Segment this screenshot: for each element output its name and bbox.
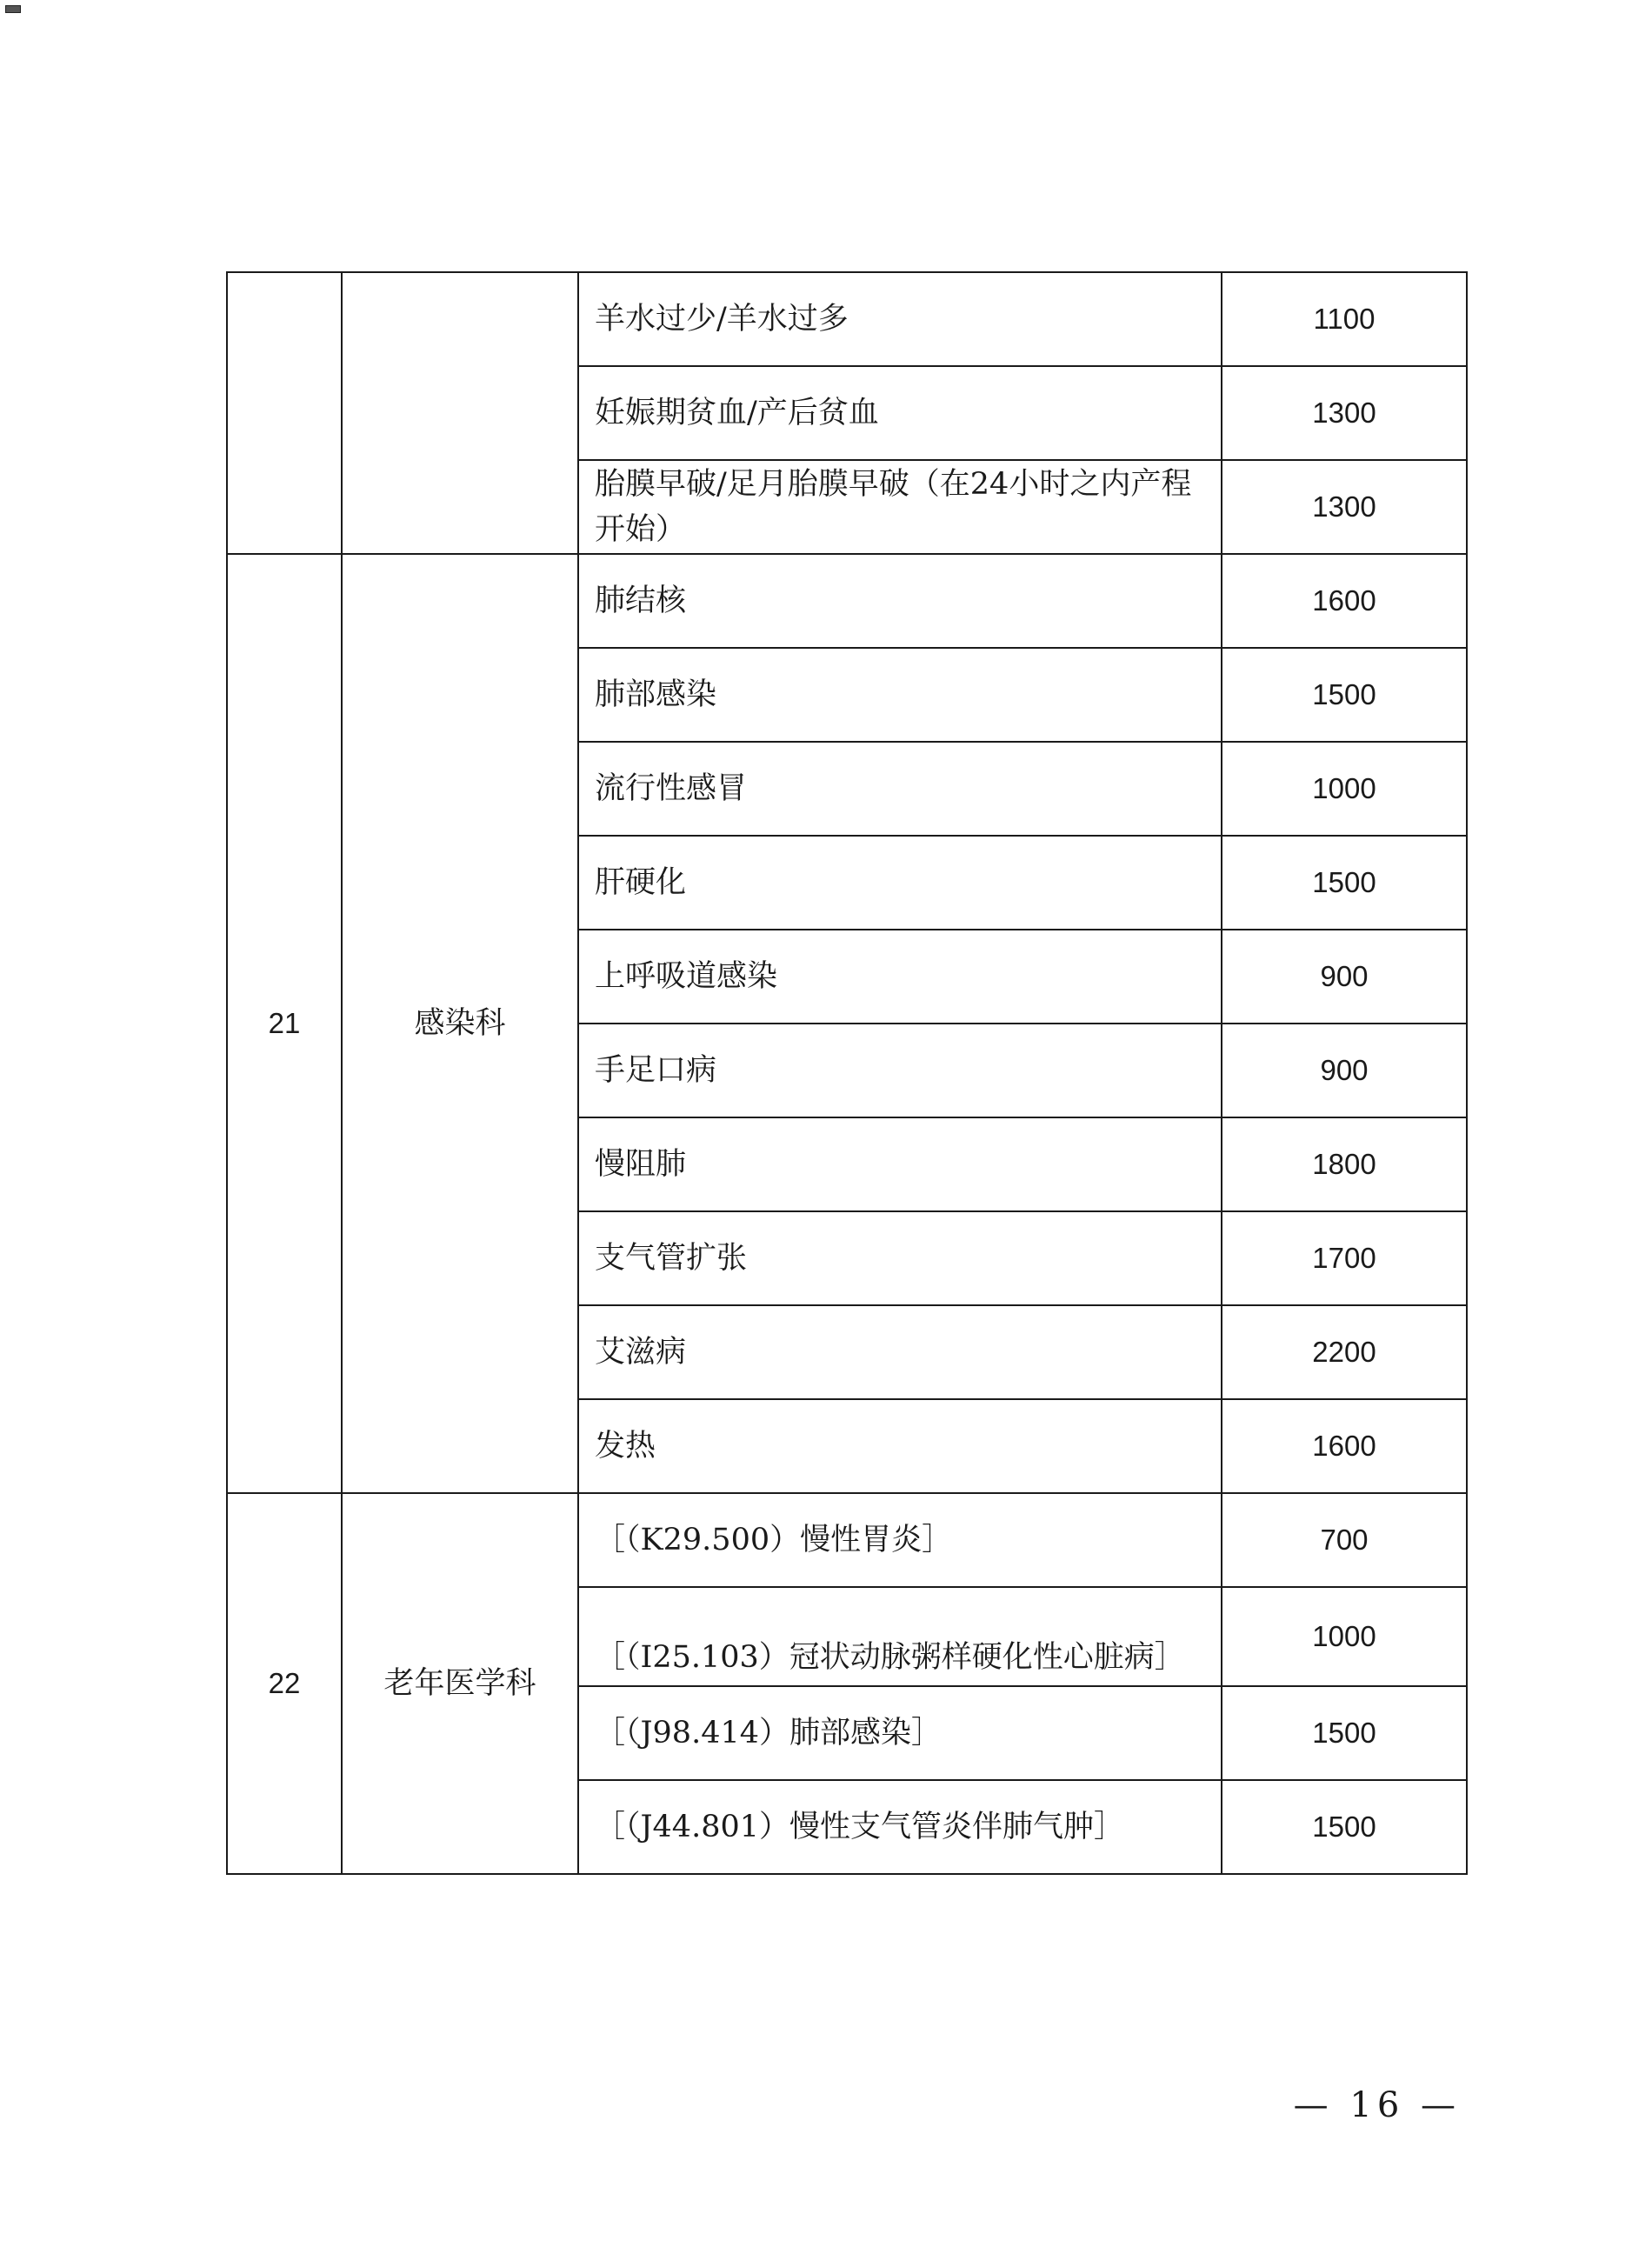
item-name: ［（J98.414）肺部感染］ bbox=[578, 1686, 1222, 1780]
item-fee: 900 bbox=[1222, 1024, 1467, 1117]
item-fee: 1500 bbox=[1222, 1686, 1467, 1780]
item-fee: 1000 bbox=[1222, 742, 1467, 836]
item-name: ［（K29.500）慢性胃炎］ bbox=[578, 1493, 1222, 1587]
department-name: 老年医学科 bbox=[342, 1493, 578, 1874]
table-row bbox=[227, 1493, 1467, 1587]
table-row bbox=[227, 554, 1467, 648]
item-fee: 1500 bbox=[1222, 1780, 1467, 1874]
fee-table bbox=[226, 271, 1468, 1875]
item-name: 胎膜早破/足月胎膜早破（在24小时之内产程开始） bbox=[578, 460, 1222, 554]
scan-corner-mark bbox=[5, 5, 21, 13]
item-fee: 1500 bbox=[1222, 648, 1467, 742]
item-fee: 1600 bbox=[1222, 1399, 1467, 1493]
item-name: 流行性感冒 bbox=[578, 742, 1222, 836]
item-fee: 1600 bbox=[1222, 554, 1467, 648]
department-name: 感染科 bbox=[342, 554, 578, 1493]
group-number: 21 bbox=[227, 554, 342, 1493]
item-name: 妊娠期贫血/产后贫血 bbox=[578, 366, 1222, 460]
page-number: — 16 — bbox=[1293, 2085, 1461, 2125]
item-name: 手足口病 bbox=[578, 1024, 1222, 1117]
group-number: 22 bbox=[227, 1493, 342, 1874]
item-name: 慢阻肺 bbox=[578, 1117, 1222, 1211]
item-name: ［（J44.801）慢性支气管炎伴肺气肿］ bbox=[578, 1780, 1222, 1874]
item-name: 上呼吸道感染 bbox=[578, 930, 1222, 1024]
item-fee: 1800 bbox=[1222, 1117, 1467, 1211]
item-fee: 1500 bbox=[1222, 836, 1467, 930]
item-name: ［（I25.103）冠状动脉粥样硬化性心脏病］ bbox=[578, 1587, 1222, 1686]
item-fee: 1100 bbox=[1222, 272, 1467, 366]
item-name: 肺部感染 bbox=[578, 648, 1222, 742]
item-fee: 1300 bbox=[1222, 366, 1467, 460]
no-cell-empty bbox=[227, 272, 342, 554]
table-row bbox=[227, 272, 1467, 366]
item-name: 羊水过少/羊水过多 bbox=[578, 272, 1222, 366]
item-fee: 1700 bbox=[1222, 1211, 1467, 1305]
item-fee: 700 bbox=[1222, 1493, 1467, 1587]
item-name: 发热 bbox=[578, 1399, 1222, 1493]
dept-cell-empty bbox=[342, 272, 578, 554]
item-name: 肝硬化 bbox=[578, 836, 1222, 930]
item-name: 艾滋病 bbox=[578, 1305, 1222, 1399]
item-name: 支气管扩张 bbox=[578, 1211, 1222, 1305]
item-fee: 2200 bbox=[1222, 1305, 1467, 1399]
item-fee: 900 bbox=[1222, 930, 1467, 1024]
item-name: 肺结核 bbox=[578, 554, 1222, 648]
item-fee: 1300 bbox=[1222, 460, 1467, 554]
item-fee: 1000 bbox=[1222, 1587, 1467, 1686]
